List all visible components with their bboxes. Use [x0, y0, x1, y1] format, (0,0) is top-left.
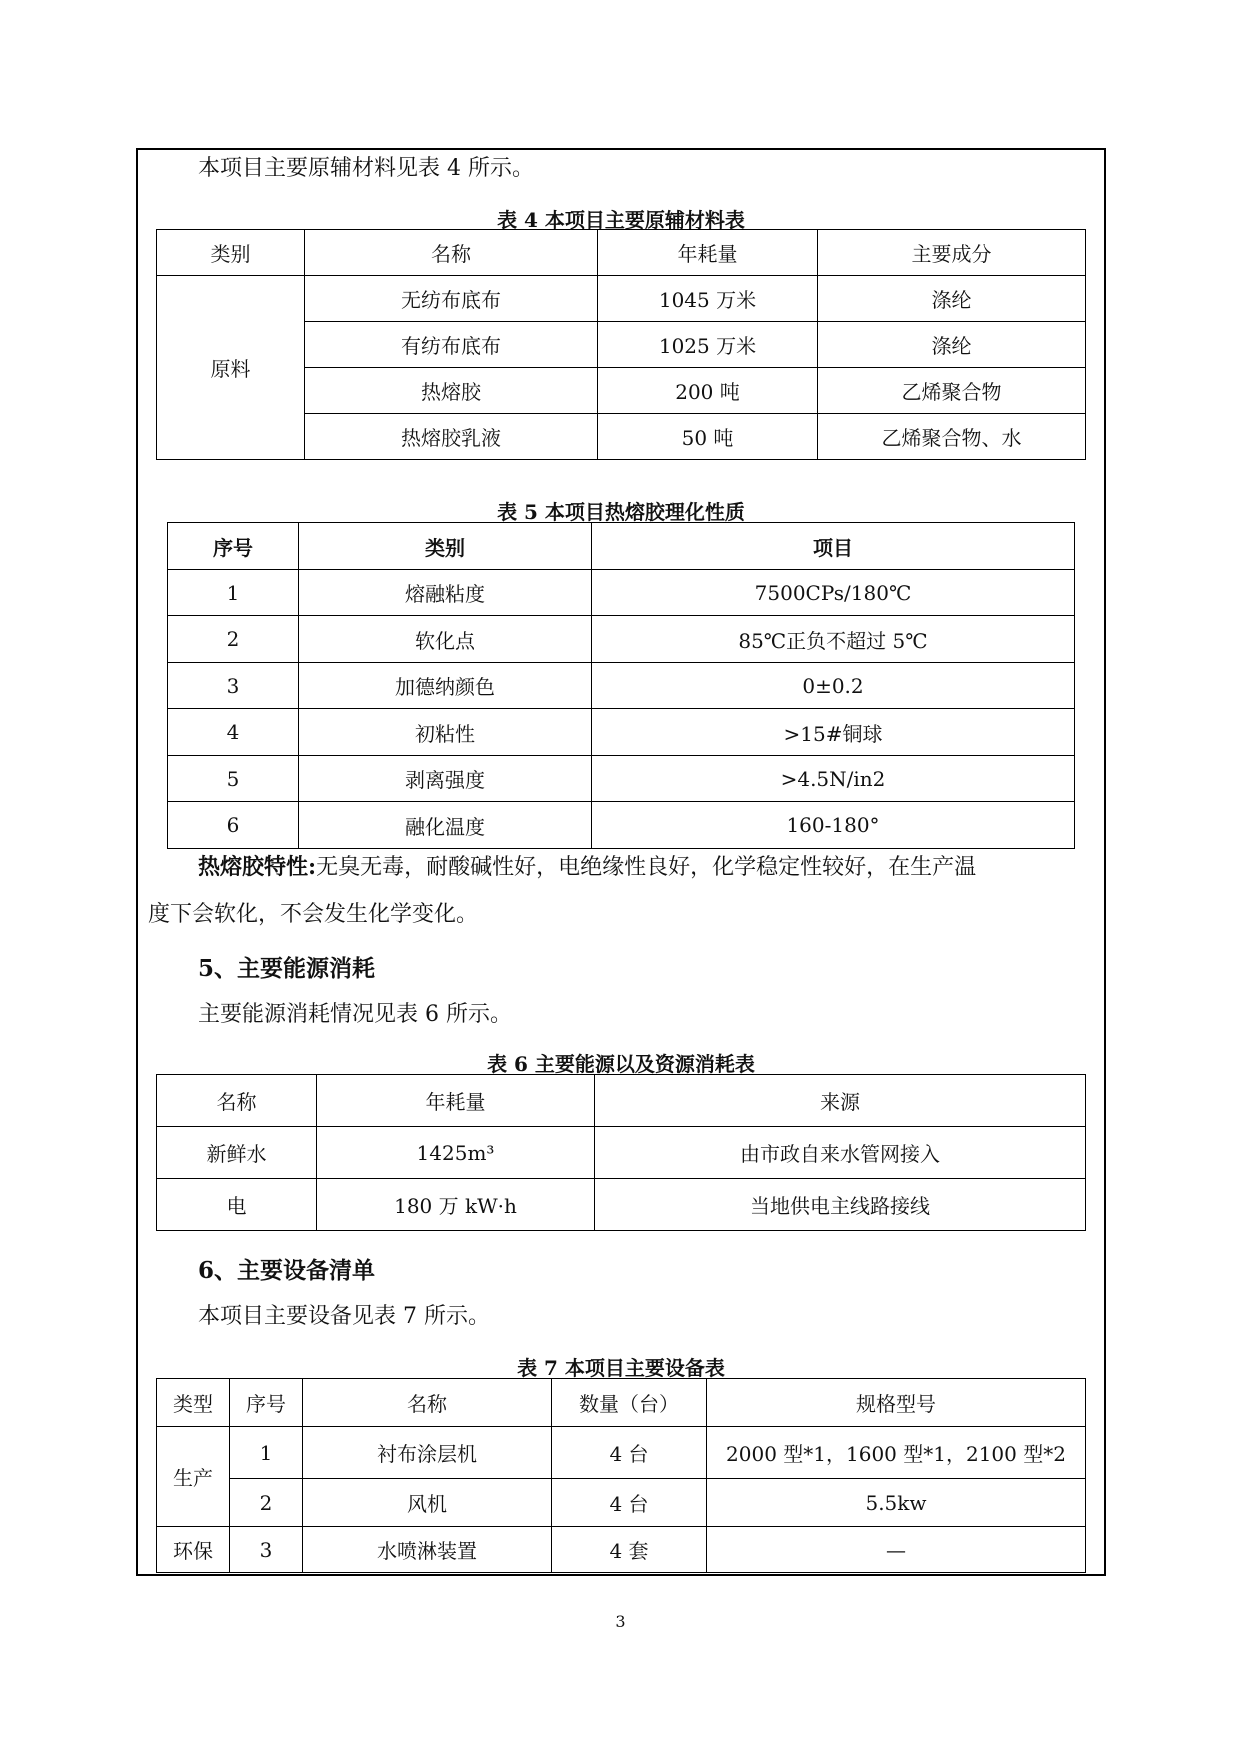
hotmelt-text: 无臭无毒，耐酸碱性好，电绝缘性良好，化学稳定性较好，在生产温	[316, 855, 977, 880]
table5-cell: 剥离强度	[299, 756, 592, 802]
table7-cell: 衬布涂层机	[303, 1427, 552, 1479]
table6-cell: 当地供电主线路接线	[595, 1179, 1086, 1231]
table5-cell: 1	[168, 570, 299, 616]
table5-cell: 6	[168, 802, 299, 849]
table5-cell: 5	[168, 756, 299, 802]
table6-caption: 表 6 主要能源以及资源消耗表	[487, 1052, 755, 1076]
table5-cell: 软化点	[299, 616, 592, 663]
table7-header-name: 名称	[303, 1379, 552, 1427]
hotmelt-paragraph-line1	[198, 852, 976, 883]
table7-header-type: 类型	[157, 1379, 230, 1427]
table7-cell: 水喷淋装置	[303, 1527, 552, 1573]
table5-cell: >15#铜球	[592, 709, 1075, 756]
table6-cell: 电	[157, 1179, 317, 1231]
table5-cell: >4.5N/in2	[592, 756, 1075, 802]
page-number: 3	[615, 1612, 626, 1631]
table6-cell: 新鲜水	[157, 1127, 317, 1179]
table7-cell: 4 台	[552, 1479, 707, 1527]
table4-cell: 200 吨	[598, 368, 818, 414]
table5-cell: 4	[168, 709, 299, 756]
table7-cell: 4 套	[552, 1527, 707, 1573]
table5-cell: 160-180°	[592, 802, 1075, 849]
section6-title: 6、主要设备清单	[198, 1257, 376, 1284]
table6	[156, 1074, 1086, 1231]
table5-caption: 表 5 本项目热熔胶理化性质	[497, 500, 745, 524]
table5	[167, 522, 1075, 849]
table5-cell: 熔融粘度	[299, 570, 592, 616]
table7-header-quantity: 数量（台）	[552, 1379, 707, 1427]
table5-cell: 3	[168, 663, 299, 709]
hotmelt-label: 热熔胶特性:	[198, 854, 317, 880]
table4-header-category: 类别	[157, 230, 305, 276]
table4-cell: 1045 万米	[598, 276, 818, 322]
table7-group-production: 生产	[157, 1427, 230, 1527]
table6-cell: 由市政自来水管网接入	[595, 1127, 1086, 1179]
table5-cell: 加德纳颜色	[299, 663, 592, 709]
table5-header-category: 类别	[299, 523, 592, 570]
table7-header-spec: 规格型号	[707, 1379, 1086, 1427]
table5-header-index: 序号	[168, 523, 299, 570]
table4-header-composition: 主要成分	[818, 230, 1086, 276]
intro-table4: 本项目主要原辅材料见表 4 所示。	[198, 156, 534, 181]
table4-cell: 乙烯聚合物	[818, 368, 1086, 414]
section5-intro: 主要能源消耗情况见表 6 所示。	[198, 1002, 512, 1027]
table4-caption: 表 4 本项目主要原辅材料表	[497, 208, 745, 232]
hotmelt-paragraph-line2: 度下会软化，不会发生化学变化。	[148, 902, 479, 927]
table7-cell: —	[707, 1527, 1086, 1573]
table7-caption: 表 7 本项目主要设备表	[517, 1356, 725, 1380]
table4-cell: 50 吨	[598, 414, 818, 460]
table4-header-annual: 年耗量	[598, 230, 818, 276]
table7-cell: 3	[230, 1527, 303, 1573]
table7-cell: 风机	[303, 1479, 552, 1527]
table5-cell: 初粘性	[299, 709, 592, 756]
table4-cell: 涤纶	[818, 322, 1086, 368]
table4-group-raw: 原料	[157, 276, 305, 460]
section6-intro: 本项目主要设备见表 7 所示。	[198, 1304, 490, 1329]
table4-cell: 热熔胶	[305, 368, 598, 414]
table6-cell: 1425m³	[317, 1127, 595, 1179]
table7-header-index: 序号	[230, 1379, 303, 1427]
table7-cell: 4 台	[552, 1427, 707, 1479]
table4-cell: 涤纶	[818, 276, 1086, 322]
table4-cell: 无纺布底布	[305, 276, 598, 322]
section5-title: 5、主要能源消耗	[198, 955, 376, 982]
table6-header-source: 来源	[595, 1075, 1086, 1127]
table5-cell: 7500CPs/180℃	[592, 570, 1075, 616]
table7-cell: 1	[230, 1427, 303, 1479]
table4-header-name: 名称	[305, 230, 598, 276]
table4-cell: 乙烯聚合物、水	[818, 414, 1086, 460]
table4-cell: 有纺布底布	[305, 322, 598, 368]
table5-cell: 2	[168, 616, 299, 663]
table7-cell: 5.5kw	[707, 1479, 1086, 1527]
table6-header-name: 名称	[157, 1075, 317, 1127]
table4	[156, 229, 1086, 460]
table7	[156, 1378, 1086, 1573]
table4-cell: 热熔胶乳液	[305, 414, 598, 460]
table5-header-item: 项目	[592, 523, 1075, 570]
table4-cell: 1025 万米	[598, 322, 818, 368]
table6-cell: 180 万 kW·h	[317, 1179, 595, 1231]
table5-cell: 融化温度	[299, 802, 592, 849]
table7-cell: 2	[230, 1479, 303, 1527]
table7-group-env: 环保	[157, 1527, 230, 1573]
table7-cell: 2000 型*1，1600 型*1，2100 型*2	[707, 1427, 1086, 1479]
table6-header-annual: 年耗量	[317, 1075, 595, 1127]
table5-cell: 0±0.2	[592, 663, 1075, 709]
table5-cell: 85℃正负不超过 5℃	[592, 616, 1075, 663]
